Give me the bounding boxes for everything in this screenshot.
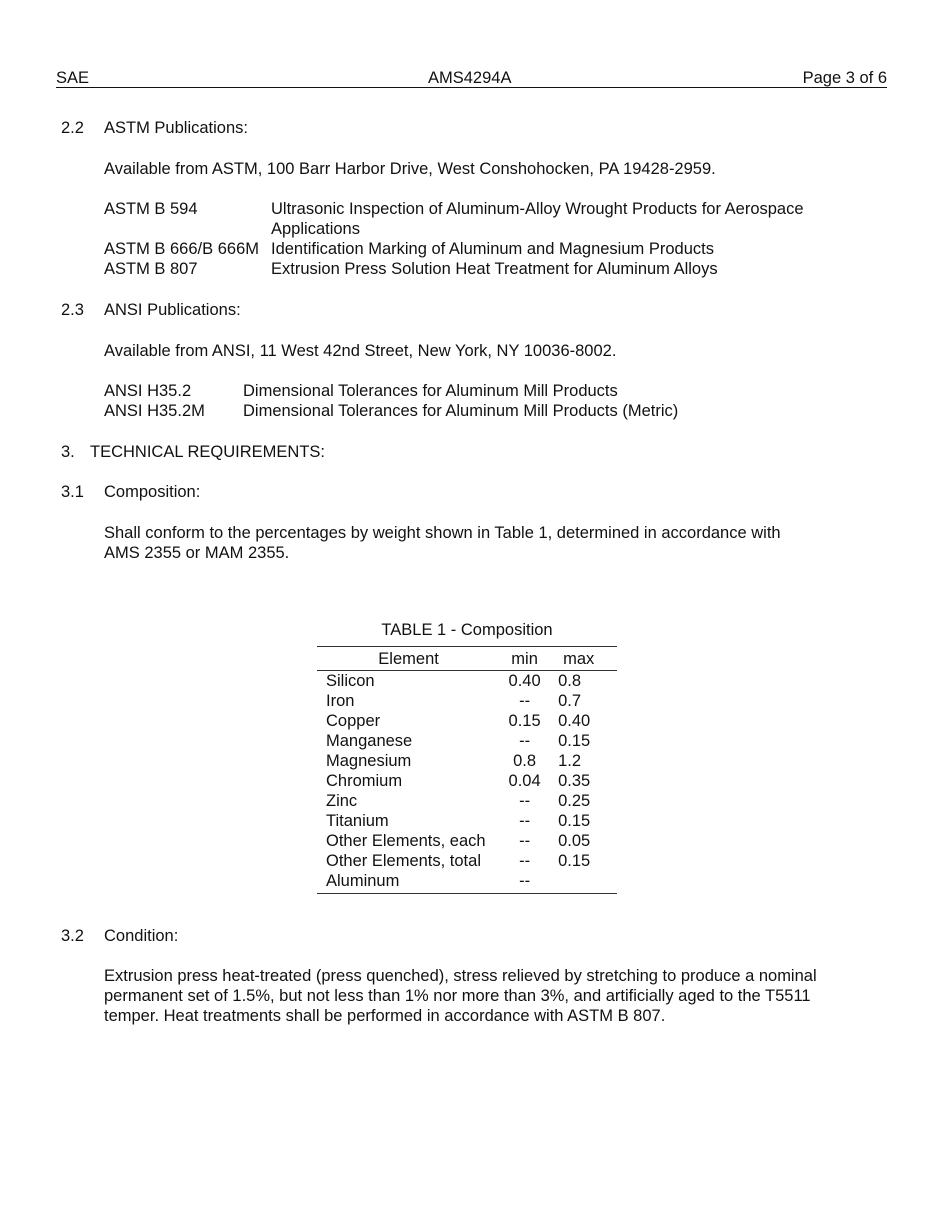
section-title: Composition: (104, 483, 201, 501)
reference-title: Extrusion Press Solution Heat Treatment for Aluminum Alloys (271, 260, 718, 278)
table-row (317, 811, 617, 831)
reference-title: Ultrasonic Inspection of Aluminum-Alloy Wrought Products for Aerospace Applications (271, 200, 804, 238)
element-cell: Titanium (326, 812, 389, 830)
section-number: 2.3 (61, 301, 84, 319)
reference-title: Dimensional Tolerances for Aluminum Mill Products (243, 382, 618, 400)
min-cell: -- (519, 792, 531, 810)
astm-reference-list (104, 199, 804, 279)
paragraph-line: Shall conform to the percentages by weight shown in Table 1, determined in accordance with (104, 524, 781, 542)
min-cell: -- (519, 832, 531, 850)
table-caption: TABLE 1 - Composition (381, 621, 553, 639)
paragraph-line: Extrusion press heat-treated (press quenched), stress relieved by stretching to produce a nominal (104, 967, 817, 985)
table-row (317, 871, 617, 894)
column-header-min: min (500, 647, 549, 671)
section-title: ANSI Publications: (104, 301, 241, 319)
header-rule (56, 87, 887, 88)
max-cell: 0.05 (558, 832, 591, 850)
paragraph-line: temper. Heat treatments shall be performed in accordance with ASTM B 807. (104, 1007, 666, 1025)
element-cell: Aluminum (317, 871, 500, 894)
reference-code: ANSI H35.2 (104, 382, 192, 400)
min-cell: -- (519, 812, 531, 830)
reference-code: ASTM B 666/B 666M (104, 240, 259, 258)
element-cell: Copper (326, 712, 381, 730)
column-header-element: Element (317, 647, 500, 671)
section-title: TECHNICAL REQUIREMENTS: (90, 443, 325, 461)
list-item (104, 239, 804, 259)
min-cell: -- (519, 852, 531, 870)
max-cell: 0.25 (558, 792, 591, 810)
table-row (317, 751, 617, 771)
header-page-number: Page 3 of 6 (802, 69, 887, 87)
table-row (317, 831, 617, 851)
list-item (104, 381, 678, 401)
min-cell: 0.15 (508, 712, 541, 730)
section-number: 3.1 (61, 483, 84, 501)
availability-text: Available from ANSI, 11 West 42nd Street, New York, NY 10036-8002. (104, 342, 617, 360)
max-cell: 0.15 (558, 732, 591, 750)
element-cell: Other Elements, total (326, 852, 481, 870)
table-row (317, 771, 617, 791)
element-cell: Other Elements, each (326, 832, 486, 850)
availability-text: Available from ASTM, 100 Barr Harbor Drive, West Conshohocken, PA 19428-2959. (104, 160, 716, 178)
element-cell: Zinc (326, 792, 358, 810)
min-cell: -- (500, 871, 549, 894)
table-row (317, 711, 617, 731)
table-row (317, 691, 617, 711)
table-row (317, 851, 617, 871)
min-cell: -- (519, 732, 531, 750)
section-number: 2.2 (61, 119, 84, 137)
element-cell: Chromium (326, 772, 403, 790)
min-cell: 0.40 (508, 672, 541, 690)
section-number: 3.2 (61, 927, 84, 945)
table-row (317, 731, 617, 751)
element-cell: Magnesium (326, 752, 412, 770)
header-left: SAE (56, 69, 90, 87)
reference-code: ASTM B 807 (104, 260, 198, 278)
paragraph-line: permanent set of 1.5%, but not less than 1% nor more than 3%, and artificially aged to the T5511 (104, 987, 811, 1005)
table-row (317, 791, 617, 811)
element-cell: Manganese (326, 732, 413, 750)
max-cell: 0.15 (558, 812, 591, 830)
min-cell: 0.8 (513, 752, 537, 770)
min-cell: -- (519, 692, 531, 710)
column-header-max: max (549, 647, 617, 671)
reference-code: ASTM B 594 (104, 200, 198, 218)
list-item (104, 401, 678, 421)
max-cell: 0.7 (558, 692, 582, 710)
max-cell: 1.2 (558, 752, 582, 770)
element-cell: Silicon (326, 672, 375, 690)
table-header-row (317, 647, 617, 671)
max-cell (549, 871, 617, 894)
reference-code: ANSI H35.2M (104, 402, 205, 420)
section-number: 3. (61, 443, 75, 461)
max-cell: 0.15 (558, 852, 591, 870)
paragraph-line: AMS 2355 or MAM 2355. (104, 544, 290, 562)
list-item (104, 199, 804, 239)
element-cell: Iron (326, 692, 355, 710)
max-cell: 0.8 (558, 672, 582, 690)
min-cell: 0.04 (508, 772, 541, 790)
max-cell: 0.40 (558, 712, 591, 730)
section-title: ASTM Publications: (104, 119, 248, 137)
table-row (317, 671, 617, 692)
reference-title: Dimensional Tolerances for Aluminum Mill Products (Metric) (243, 402, 679, 420)
reference-title: Identification Marking of Aluminum and Magnesium Products (271, 240, 714, 258)
composition-table (317, 646, 617, 894)
section-title: Condition: (104, 927, 179, 945)
header-document-number: AMS4294A (428, 69, 512, 87)
ansi-reference-list (104, 381, 678, 421)
max-cell: 0.35 (558, 772, 591, 790)
list-item (104, 259, 804, 279)
